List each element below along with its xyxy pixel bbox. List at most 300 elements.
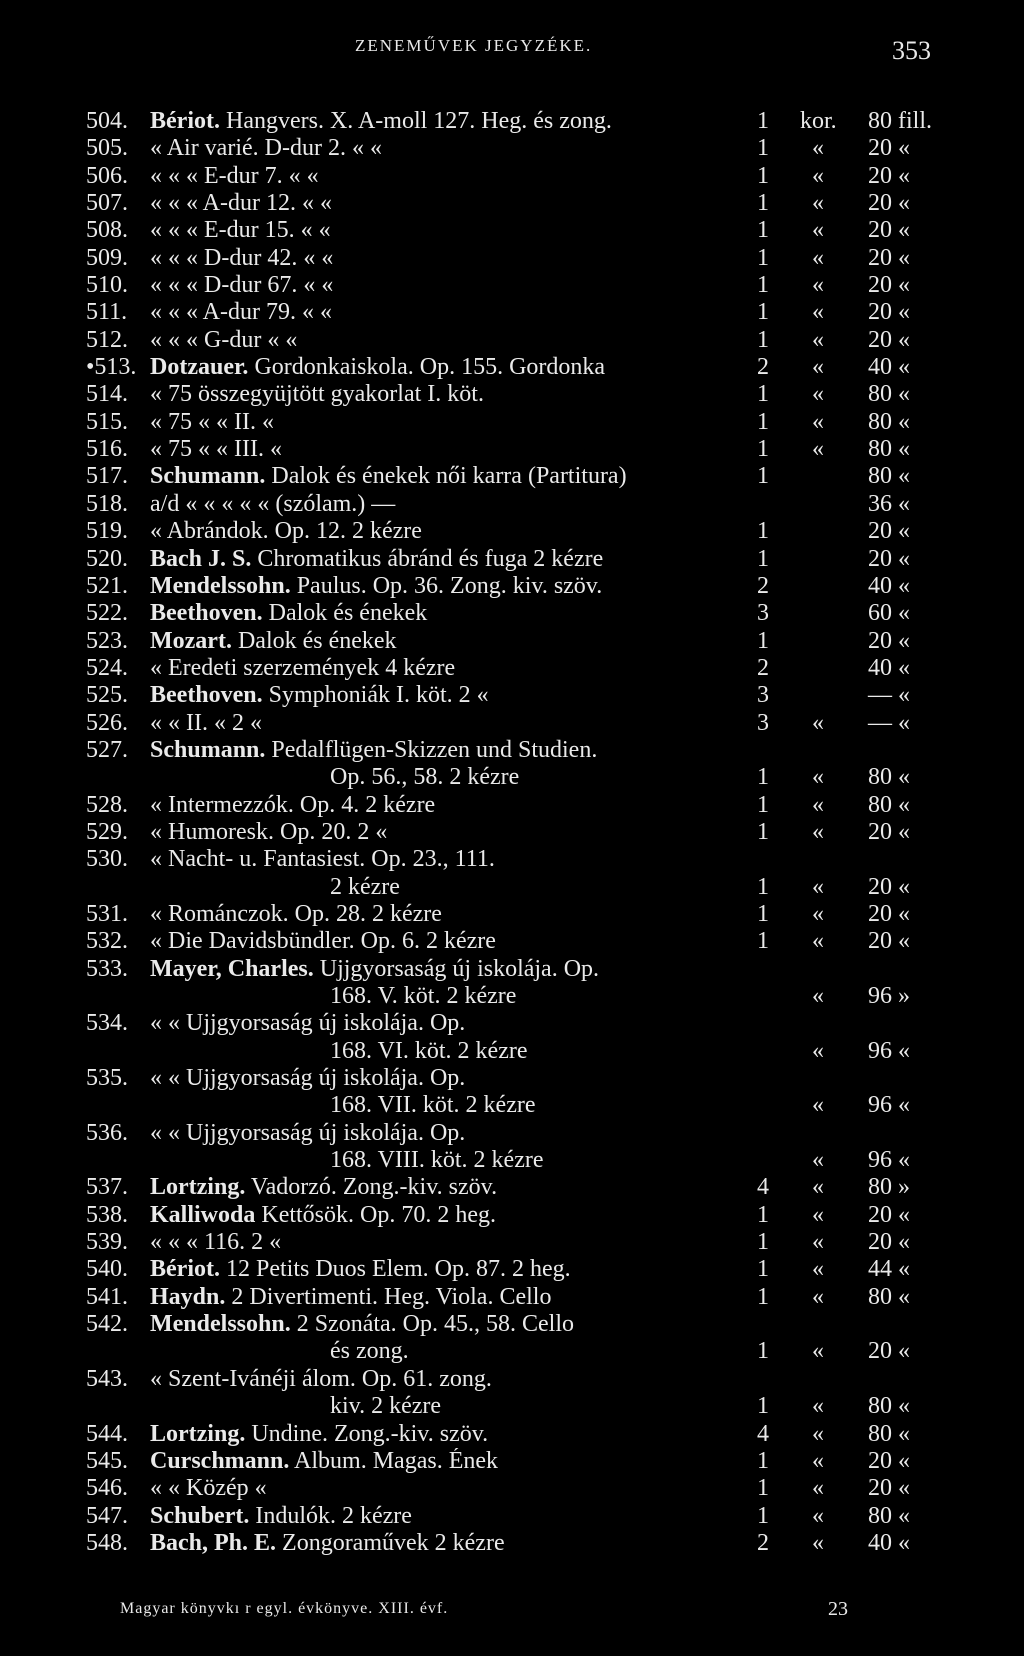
entry-quantity: 1 <box>757 518 769 545</box>
entry-unit: « <box>898 1420 910 1447</box>
entry-price: 20 <box>868 518 892 545</box>
entry-currency: « <box>812 326 824 353</box>
entry-description <box>150 1503 755 1530</box>
entry-title: « « A-dur 79. « « <box>168 299 332 326</box>
entry-author: Mayer, Charles. <box>150 955 314 982</box>
catalog-entry <box>0 436 1024 463</box>
entry-currency: kor. <box>800 108 837 134</box>
entry-title: Eredeti szerzemények 4 kézre <box>168 654 456 681</box>
entry-unit: « <box>898 928 910 955</box>
entry-title: « « G-dur « « <box>168 326 298 353</box>
entry-number: 518. <box>86 490 128 517</box>
entry-title: « Ujjgyorsaság új iskolája. Op. <box>168 1065 466 1092</box>
entry-quantity: 1 <box>757 791 769 818</box>
entry-unit: « <box>898 873 910 900</box>
entry-price: 80 <box>868 1174 892 1201</box>
entry-quantity: 1 <box>757 928 769 955</box>
entry-quantity: 4 <box>757 1174 769 1201</box>
entry-author: Kalliwoda <box>150 1201 256 1228</box>
catalog-entry <box>0 1284 1024 1311</box>
entry-unit: « <box>898 627 910 654</box>
catalog-entry <box>0 1530 1024 1557</box>
entry-quantity: 1 <box>757 1338 769 1365</box>
entry-quantity: 1 <box>757 818 769 845</box>
entry-currency: « <box>812 818 824 845</box>
catalog-entry-continuation <box>0 1393 1024 1420</box>
entry-number: 547. <box>86 1502 128 1529</box>
entry-author: Schubert. <box>150 1502 250 1529</box>
entry-title: 75 összegyüjtött gyakorlat I. köt. <box>168 381 484 408</box>
entry-author: Beethoven. <box>150 600 263 627</box>
entry-currency: « <box>812 1338 824 1365</box>
entry-author: Lortzing. <box>150 1174 246 1201</box>
entry-description <box>150 1475 755 1502</box>
entry-title: « « E-dur 15. « « <box>168 217 331 244</box>
entry-price: 20 <box>868 627 892 654</box>
catalog-entry-continuation <box>0 764 1024 791</box>
entry-title: Op. 56., 58. 2 kézre <box>330 764 520 791</box>
entry-description <box>150 710 755 737</box>
catalog-entry <box>0 491 1024 518</box>
entry-title: « Ujjgyorsaság új iskolája. Op. <box>168 1119 466 1146</box>
entry-currency: « <box>812 1174 824 1201</box>
entry-title: Indulók. 2 kézre <box>255 1502 412 1529</box>
entry-price: — <box>868 682 892 709</box>
entry-title: 2 kézre <box>330 873 400 900</box>
entry-description <box>150 108 755 135</box>
entry-quantity: 3 <box>757 600 769 627</box>
catalog-entry <box>0 1202 1024 1229</box>
entry-description <box>150 1448 755 1475</box>
catalog-entry <box>0 546 1024 573</box>
catalog-entry <box>0 628 1024 655</box>
entry-description <box>150 272 755 299</box>
entry-number: 542. <box>86 1311 128 1338</box>
entry-price: 96 <box>868 983 892 1009</box>
entry-unit: « <box>898 900 910 927</box>
entry-description <box>150 463 755 490</box>
entry-currency: « <box>812 190 824 217</box>
entry-title: 168. VI. köt. 2 kézre <box>330 1037 528 1064</box>
catalog-entry <box>0 1448 1024 1475</box>
entry-currency: « <box>812 1037 824 1064</box>
entry-currency: « <box>812 1475 824 1502</box>
entry-unit: « <box>898 572 910 599</box>
entry-unit: « <box>898 244 910 271</box>
catalog-entry <box>0 682 1024 709</box>
catalog-entry <box>0 710 1024 737</box>
entry-unit: fill. <box>898 108 932 134</box>
catalog-entry <box>0 1174 1024 1201</box>
entry-unit: « <box>898 682 910 709</box>
catalog-entry <box>0 819 1024 846</box>
catalog-entry <box>0 1229 1024 1256</box>
entry-number: 521. <box>86 572 128 599</box>
entry-unit: « <box>898 354 910 381</box>
entry-quantity: 1 <box>757 627 769 654</box>
entry-author: Curschmann. <box>150 1447 290 1474</box>
entry-unit: « <box>898 1529 910 1556</box>
entry-unit: « <box>898 408 910 435</box>
entry-quantity: 1 <box>757 1447 769 1474</box>
entry-price: — <box>868 709 892 736</box>
entry-currency: « <box>812 1229 824 1256</box>
entry-unit: « <box>898 1256 910 1283</box>
entry-quantity: 1 <box>757 135 769 162</box>
entry-price: 96 <box>868 1147 892 1174</box>
entry-author: « <box>150 928 162 955</box>
entry-quantity: 1 <box>757 272 769 299</box>
entry-description <box>330 1393 760 1420</box>
catalog-entry <box>0 846 1024 873</box>
entry-price: 20 <box>868 272 892 299</box>
entry-description <box>150 1530 755 1557</box>
catalog-entry <box>0 163 1024 190</box>
entry-number: 544. <box>86 1420 128 1447</box>
entry-author: Lortzing. <box>150 1420 246 1447</box>
entry-author: Bériot. <box>150 1256 220 1283</box>
entry-number: 529. <box>86 818 128 845</box>
entry-description <box>150 190 755 217</box>
entry-number: 533. <box>86 955 128 982</box>
entry-number: 507. <box>86 190 128 217</box>
entry-title: Dalok és énekek <box>237 627 397 654</box>
catalog-entry-continuation <box>0 1338 1024 1365</box>
entry-title: és zong. <box>330 1338 409 1365</box>
entry-number: 534. <box>86 1010 128 1037</box>
catalog-entry <box>0 600 1024 627</box>
entry-number: 525. <box>86 682 128 709</box>
catalog-entry <box>0 1503 1024 1530</box>
entry-number: 526. <box>86 709 128 736</box>
entry-quantity: 2 <box>757 572 769 599</box>
entry-author: « <box>150 244 162 271</box>
entry-unit: « <box>898 1037 910 1064</box>
entry-unit: « <box>898 326 910 353</box>
entry-unit: « <box>898 436 910 463</box>
entry-unit: » <box>898 983 910 1009</box>
entry-title: 168. VII. köt. 2 kézre <box>330 1092 536 1119</box>
catalog-entry <box>0 901 1024 928</box>
entry-author: « <box>150 381 162 408</box>
entry-price: 80 <box>868 1283 892 1310</box>
entry-number: 545. <box>86 1447 128 1474</box>
entry-quantity: 1 <box>757 408 769 435</box>
entry-unit: « <box>898 600 910 627</box>
entry-quantity: 1 <box>757 381 769 408</box>
entry-description <box>150 1421 755 1448</box>
entry-price: 96 <box>868 1092 892 1119</box>
entry-title: Dalok és énekek <box>268 600 428 627</box>
entry-title: Symphoniák I. köt. 2 « <box>268 682 489 709</box>
entry-title: « Ujjgyorsaság új iskolája. Op. <box>168 1010 466 1037</box>
entry-price: 20 <box>868 190 892 217</box>
entry-description <box>150 901 755 928</box>
entry-author: « <box>150 1475 162 1502</box>
entry-price: 80 <box>868 463 892 490</box>
entry-author: « <box>150 135 162 162</box>
entry-title: Air varié. D-dur 2. « « <box>166 135 382 162</box>
entry-quantity: 1 <box>757 217 769 244</box>
entry-currency: « <box>812 709 824 736</box>
catalog-entry <box>0 108 1024 135</box>
entry-author: « <box>150 1365 162 1392</box>
entry-quantity: 4 <box>757 1420 769 1447</box>
entry-number: 517. <box>86 463 128 490</box>
entry-price: 96 <box>868 1037 892 1064</box>
entry-description <box>150 299 755 326</box>
catalog-entry-continuation <box>0 1038 1024 1065</box>
catalog-entry <box>0 737 1024 764</box>
entry-author: Bach, Ph. E. <box>150 1529 277 1556</box>
entry-price: 20 <box>868 1447 892 1474</box>
catalog-entry <box>0 1256 1024 1283</box>
entry-title: Abrándok. Op. 12. 2 kézre <box>166 518 422 545</box>
entry-number: 512. <box>86 326 128 353</box>
entry-description <box>150 436 755 463</box>
entry-quantity: 1 <box>757 900 769 927</box>
entry-author: « <box>150 709 162 736</box>
entry-currency: « <box>812 1283 824 1310</box>
entry-number: 540. <box>86 1256 128 1283</box>
entry-unit: « <box>898 764 910 791</box>
entry-price: 20 <box>868 162 892 189</box>
entry-description <box>150 546 755 573</box>
entry-price: 44 <box>868 1256 892 1283</box>
signature-mark: 23 <box>828 1598 848 1620</box>
entry-title: Ujjgyorsaság új iskolája. Op. <box>319 955 600 982</box>
entry-number: 511. <box>86 299 128 326</box>
entry-description <box>150 381 755 408</box>
catalog-entry <box>0 956 1024 983</box>
entry-author: « <box>150 408 162 435</box>
entry-quantity: 1 <box>757 463 769 490</box>
entry-currency: « <box>812 1393 824 1420</box>
catalog-entry <box>0 327 1024 354</box>
entry-quantity: 1 <box>757 873 769 900</box>
entry-title: 2 Szonáta. Op. 45., 58. Cello <box>296 1311 575 1338</box>
entry-unit: « <box>898 217 910 244</box>
entry-quantity: 1 <box>757 190 769 217</box>
entry-author: « <box>150 1229 162 1256</box>
entry-currency: « <box>812 135 824 162</box>
entry-quantity: 1 <box>757 1229 769 1256</box>
entry-author: Schumann. <box>150 736 266 763</box>
entry-description <box>150 1202 755 1229</box>
entry-quantity: 1 <box>757 162 769 189</box>
entry-author: « <box>150 818 162 845</box>
entry-unit: « <box>898 1338 910 1365</box>
entry-description <box>330 764 760 791</box>
entry-title: Die Davidsbündler. Op. 6. 2 kézre <box>168 928 496 955</box>
entry-description <box>330 1338 760 1365</box>
catalog-entry <box>0 928 1024 955</box>
entry-author: « <box>150 900 162 927</box>
entry-title: 12 Petits Duos Elem. Op. 87. 2 heg. <box>225 1256 571 1283</box>
entry-description <box>330 874 760 901</box>
catalog-entry <box>0 518 1024 545</box>
entry-price: 40 <box>868 354 892 381</box>
entry-title: « « A-dur 12. « « <box>168 190 332 217</box>
entry-unit: « <box>898 1447 910 1474</box>
entry-description <box>150 409 755 436</box>
entry-title: « « D-dur 42. « « <box>168 244 334 271</box>
catalog-entry <box>0 1366 1024 1393</box>
entry-price: 20 <box>868 900 892 927</box>
entry-unit: « <box>898 1201 910 1228</box>
entry-number: 519. <box>86 518 128 545</box>
entry-author: « <box>150 162 162 189</box>
entry-price: 20 <box>868 326 892 353</box>
footer-text: Magyar könyvkı r egyl. évkönyve. XIII. évf. <box>120 1600 449 1617</box>
entry-author: « <box>150 217 162 244</box>
entry-title: « « E-dur 7. « « <box>168 162 319 189</box>
catalog-entry <box>0 1475 1024 1502</box>
entry-number: 506. <box>86 162 128 189</box>
entry-quantity: 1 <box>757 1393 769 1420</box>
entry-description <box>150 1256 755 1283</box>
entry-unit: « <box>898 1229 910 1256</box>
entry-author: « <box>150 518 162 545</box>
catalog-entry <box>0 792 1024 819</box>
entry-description <box>150 846 755 873</box>
entry-quantity: 3 <box>757 709 769 736</box>
entry-author: « <box>150 791 162 818</box>
entry-number: 548. <box>86 1529 128 1556</box>
entry-unit: « <box>898 299 910 326</box>
entry-quantity: 1 <box>757 108 769 134</box>
entry-unit: « <box>898 490 910 517</box>
entry-number: 510. <box>86 272 128 299</box>
catalog-entry <box>0 354 1024 381</box>
catalog-entry <box>0 1065 1024 1092</box>
entry-unit: « <box>898 545 910 572</box>
entry-price: 20 <box>868 545 892 572</box>
catalog-entry <box>0 1010 1024 1037</box>
entry-number: 520. <box>86 545 128 572</box>
entry-author: Bach J. S. <box>150 545 252 572</box>
entry-description <box>150 819 755 846</box>
entry-unit: « <box>898 518 910 545</box>
entry-title: « « « « « (szólam.) — <box>185 490 396 517</box>
entry-title: Dalok és énekek női karra (Partitura) <box>271 463 627 490</box>
entry-number: 528. <box>86 791 128 818</box>
entry-description <box>150 1229 755 1256</box>
entry-description <box>150 1010 755 1037</box>
entry-number: 538. <box>86 1201 128 1228</box>
entry-quantity: 2 <box>757 1529 769 1556</box>
entry-number: 539. <box>86 1229 128 1256</box>
catalog-entry <box>0 135 1024 162</box>
entry-number: 505. <box>86 135 128 162</box>
entry-price: 20 <box>868 1201 892 1228</box>
entry-title: 75 « « III. « <box>168 436 282 463</box>
entry-number: 546. <box>86 1475 128 1502</box>
entry-author: Bériot. <box>150 108 220 134</box>
entry-title: Szent-Ivánéji álom. Op. 61. zong. <box>168 1365 492 1392</box>
entry-number: 516. <box>86 436 128 463</box>
entry-unit: « <box>898 1502 910 1529</box>
entry-author: « <box>150 1065 162 1092</box>
entry-number: 543. <box>86 1365 128 1392</box>
entry-description <box>330 1147 760 1174</box>
entry-author: Dotzauer. <box>150 354 249 381</box>
entry-price: 60 <box>868 600 892 627</box>
entry-currency: « <box>812 272 824 299</box>
catalog-entry <box>0 655 1024 682</box>
entry-price: 80 <box>868 436 892 463</box>
entry-author: « <box>150 326 162 353</box>
entry-title: Humoresk. Op. 20. 2 « <box>168 818 388 845</box>
entry-currency: « <box>812 299 824 326</box>
entry-title: Intermezzók. Op. 4. 2 kézre <box>168 791 436 818</box>
entry-title: Chromatikus ábránd és fuga 2 kézre <box>257 545 604 572</box>
entry-price: 20 <box>868 217 892 244</box>
entry-unit: « <box>898 272 910 299</box>
entry-currency: « <box>812 1529 824 1556</box>
entry-author: « <box>150 1119 162 1146</box>
entry-title: Undine. Zong.-kiv. szöv. <box>251 1420 489 1447</box>
catalog-entry <box>0 272 1024 299</box>
entry-currency: « <box>812 983 824 1009</box>
catalog-entry <box>0 409 1024 436</box>
entry-price: 80 <box>868 408 892 435</box>
entry-price: 80 <box>868 1393 892 1420</box>
catalog-entry-continuation <box>0 1147 1024 1174</box>
entry-description <box>330 1092 760 1119</box>
entry-author: a/d <box>150 490 180 517</box>
entry-author: Mendelssohn. <box>150 1311 291 1338</box>
entry-title: kiv. 2 kézre <box>330 1393 442 1420</box>
entry-quantity: 1 <box>757 1256 769 1283</box>
entry-currency: « <box>812 764 824 791</box>
entry-currency: « <box>812 354 824 381</box>
entry-description <box>150 217 755 244</box>
entry-quantity: 1 <box>757 545 769 572</box>
entry-price: 80 <box>868 1502 892 1529</box>
entry-number: •513. <box>86 354 137 381</box>
entry-currency: « <box>812 381 824 408</box>
entry-price: 80 <box>868 1420 892 1447</box>
entry-unit: » <box>898 1174 910 1201</box>
entry-currency: « <box>812 900 824 927</box>
entry-currency: « <box>812 1420 824 1447</box>
entry-price: 20 <box>868 1338 892 1365</box>
entry-currency: « <box>812 436 824 463</box>
entry-title: 168. VIII. köt. 2 kézre <box>330 1147 544 1174</box>
entry-unit: « <box>898 1393 910 1420</box>
entry-price: 80 <box>868 108 892 134</box>
entry-title: Kettősök. Op. 70. 2 heg. <box>261 1201 497 1228</box>
entry-unit: « <box>898 1092 910 1119</box>
entry-number: 530. <box>86 846 128 873</box>
entry-author: « <box>150 190 162 217</box>
catalog-entry-continuation <box>0 983 1024 1010</box>
entry-description <box>150 135 755 162</box>
entry-number: 509. <box>86 244 128 271</box>
entry-unit: « <box>898 190 910 217</box>
entry-quantity: 2 <box>757 654 769 681</box>
entry-unit: « <box>898 791 910 818</box>
entry-author: « <box>150 846 162 873</box>
entry-title: « II. « 2 « <box>168 709 262 736</box>
entry-author: Mozart. <box>150 627 232 654</box>
entry-title: 2 Divertimenti. Heg. Viola. Cello <box>231 1283 552 1310</box>
entry-description <box>150 1120 755 1147</box>
entry-title: Gordonkaiskola. Op. 155. Gordonka <box>254 354 606 381</box>
catalog-entry <box>0 1421 1024 1448</box>
entry-quantity: 1 <box>757 764 769 791</box>
